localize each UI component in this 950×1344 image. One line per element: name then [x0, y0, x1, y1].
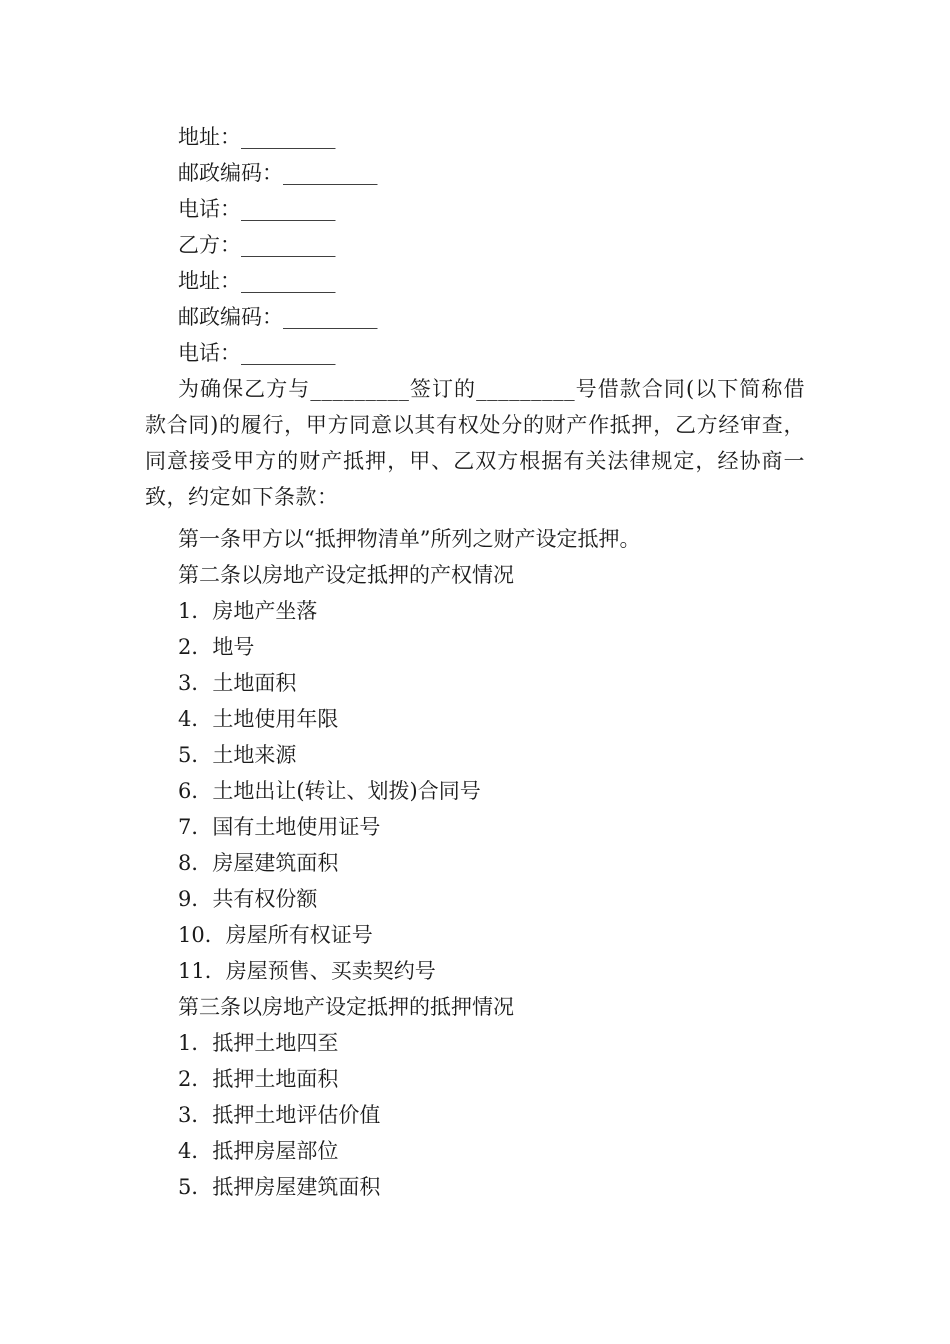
- party-b-address-blank: _________: [241, 269, 336, 293]
- article-2-item: 10．房屋所有权证号: [178, 923, 373, 947]
- party-b-phone-blank: _________: [241, 341, 336, 365]
- article-3-title: 第三条以房地产设定抵押的抵押情况: [178, 995, 514, 1019]
- party-a-phone-label: 电话：: [178, 197, 241, 221]
- preamble-text-1: 为确保乙方与: [178, 377, 311, 401]
- article-3-item: 3．抵押土地评估价值: [178, 1103, 381, 1127]
- preamble-text-3: 号借款合同(以下简称借款合同)的履行，甲方同意以其有权处分的财产作抵押，乙方经审查，同意接受甲方的财产抵押，甲、乙双方根据有关法律规定，经协商一致，约定如下条款：: [145, 377, 805, 509]
- party-a-postcode-line: [178, 155, 378, 191]
- article-2-item: 2．地号: [178, 635, 255, 659]
- preamble-blank-2: _________: [476, 377, 576, 401]
- preamble-paragraph: [145, 371, 805, 515]
- article-3-item: 5．抵押房屋建筑面积: [178, 1175, 381, 1199]
- preamble-text-2: 签订的: [409, 377, 477, 401]
- article-2-item: 7．国有土地使用证号: [178, 815, 381, 839]
- party-b-name-blank: _________: [241, 233, 336, 257]
- party-b-address-line: [178, 263, 336, 299]
- article-2-item: 5．土地来源: [178, 743, 297, 767]
- article-3-item: 2．抵押土地面积: [178, 1067, 339, 1091]
- party-b-postcode-blank: _________: [283, 305, 378, 329]
- party-a-phone-line: [178, 191, 336, 227]
- party-a-address-line: [178, 119, 336, 155]
- party-b-address-label: 地址：: [178, 269, 241, 293]
- preamble-blank-1: _________: [310, 377, 410, 401]
- party-b-name-label: 乙方：: [178, 233, 241, 257]
- article-2-item: 6．土地出让(转让、划拨)合同号: [178, 779, 481, 803]
- party-a-postcode-blank: _________: [283, 161, 378, 185]
- article-2-item: 4．土地使用年限: [178, 707, 339, 731]
- article-2-item: 3．土地面积: [178, 671, 297, 695]
- article-2-item: 8．房屋建筑面积: [178, 851, 339, 875]
- article-2-title: 第二条以房地产设定抵押的产权情况: [178, 563, 514, 587]
- party-b-postcode-label: 邮政编码：: [178, 305, 283, 329]
- article-3-item: 1．抵押土地四至: [178, 1031, 339, 1055]
- party-a-postcode-label: 邮政编码：: [178, 161, 283, 185]
- party-a-phone-blank: _________: [241, 197, 336, 221]
- article-2-item: 11．房屋预售、买卖契约号: [178, 959, 436, 983]
- article-3-item: 4．抵押房屋部位: [178, 1139, 339, 1163]
- article-2-item: 1．房地产坐落: [178, 599, 318, 623]
- party-b-phone-label: 电话：: [178, 341, 241, 365]
- party-a-address-label: 地址：: [178, 125, 241, 149]
- article-2-item: 9．共有权份额: [178, 887, 318, 911]
- party-b-phone-line: [178, 335, 336, 371]
- party-b-name-line: [178, 227, 336, 263]
- article-1: 第一条甲方以“抵押物清单”所列之财产设定抵押。: [178, 527, 641, 551]
- party-b-postcode-line: [178, 299, 378, 335]
- party-a-address-blank: _________: [241, 125, 336, 149]
